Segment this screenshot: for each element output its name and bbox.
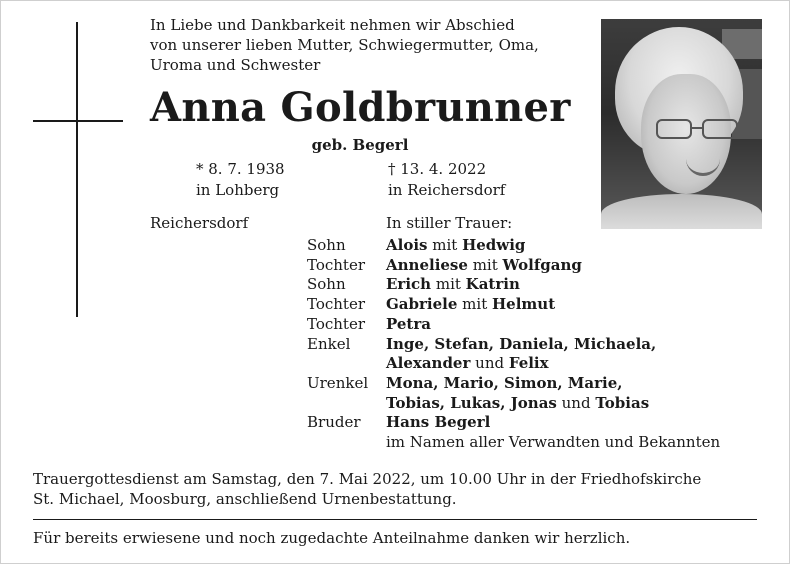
family-connector: und — [556, 393, 596, 412]
family-member-name: Alexander — [386, 354, 471, 373]
family-member-name: Mona, Mario, Simon, Marie, — [386, 373, 623, 392]
family-member-name: Hans Begerl — [386, 413, 491, 432]
family-names — [386, 394, 649, 414]
intro-line: In Liebe und Dankbarkeit nehmen wir Abschied — [150, 16, 515, 34]
family-member-name: Felix — [508, 354, 549, 373]
cross-icon-bar — [33, 120, 123, 122]
family-connector: im Namen aller Verwandten und Bekannten — [386, 433, 721, 452]
family-member-name: Petra — [386, 314, 431, 333]
family-row — [307, 433, 720, 453]
family-member-name: Gabriele — [386, 295, 458, 314]
family-member-name: Erich — [386, 275, 432, 294]
divider — [33, 519, 757, 520]
mourners-heading: In stiller Trauer: — [386, 214, 513, 232]
family-member-name: Hedwig — [462, 236, 526, 254]
family-row — [307, 236, 720, 256]
family-names — [386, 275, 520, 295]
family-relation: Urenkel — [307, 373, 369, 392]
family-member-name: Inge, Stefan, Daniela, Michaela, — [386, 334, 657, 353]
family-connector: mit — [427, 236, 463, 254]
family-row — [307, 335, 720, 355]
death-place: in Reichersdorf — [388, 181, 506, 199]
family-relation: Tochter — [307, 255, 366, 274]
deceased-name: Anna Goldbrunner — [150, 84, 571, 131]
family-names — [386, 335, 656, 355]
birth-date: * 8. 7. 1938 — [196, 160, 285, 178]
family-relation: Sohn — [307, 236, 346, 254]
family-row — [307, 394, 720, 414]
family-names — [386, 374, 623, 394]
family-names — [386, 315, 431, 335]
family-row — [307, 354, 720, 374]
family-names — [386, 413, 490, 433]
family-names — [386, 433, 720, 453]
family-relation — [307, 394, 386, 414]
family-names — [386, 295, 555, 315]
family-connector: mit — [457, 295, 492, 314]
intro-line: Uroma und Schwester — [150, 56, 321, 74]
family-row — [307, 315, 720, 335]
family-relation: Enkel — [307, 334, 351, 353]
family-relation — [307, 354, 386, 374]
family-member-name: Helmut — [492, 295, 556, 314]
family-member-name: Wolfgang — [502, 255, 582, 274]
service-line: Trauergottesdienst am Samstag, den 7. Mai 2022, um 10.00 Uhr in der Friedhofskirche — [33, 470, 702, 488]
cross-icon — [76, 22, 78, 317]
family-relation — [307, 433, 386, 453]
family-row — [307, 413, 720, 433]
family-row — [307, 256, 720, 276]
family-member-name: Tobias, Lukas, Jonas — [386, 393, 557, 412]
family-member-name: Katrin — [465, 275, 520, 294]
death-date: † 13. 4. 2022 — [388, 160, 487, 178]
portrait-photo — [601, 19, 762, 229]
family-connector: mit — [431, 275, 466, 294]
family-connector: und — [470, 354, 509, 373]
family-names — [386, 256, 582, 276]
birth-info — [196, 159, 285, 201]
family-relation: Sohn — [307, 275, 346, 294]
place-name: Reichersdorf — [150, 214, 249, 232]
service-line: St. Michael, Moosburg, anschließend Urnenbestattung. — [33, 490, 457, 508]
family-list — [307, 236, 720, 453]
birth-place: in Lohberg — [196, 181, 280, 199]
family-member-name: Anneliese — [386, 255, 468, 274]
family-row — [307, 295, 720, 315]
family-names — [386, 354, 549, 374]
family-row — [307, 275, 720, 295]
death-info — [388, 159, 505, 201]
thanks-text: Für bereits erwiesene und noch zugedachte Anteilnahme danken wir herzlich. — [33, 529, 631, 547]
maiden-name: geb. Begerl — [311, 136, 409, 154]
family-names — [386, 236, 525, 256]
service-info — [33, 469, 763, 509]
intro-text — [150, 15, 590, 75]
intro-line: von unserer lieben Mutter, Schwiegermutter, Oma, — [150, 36, 539, 54]
family-connector: mit — [467, 255, 503, 274]
family-relation: Tochter — [307, 314, 366, 333]
family-relation: Bruder — [307, 413, 361, 432]
family-member-name: Alois — [386, 236, 428, 254]
family-row — [307, 374, 720, 394]
family-relation: Tochter — [307, 295, 366, 314]
family-member-name: Tobias — [595, 393, 650, 412]
